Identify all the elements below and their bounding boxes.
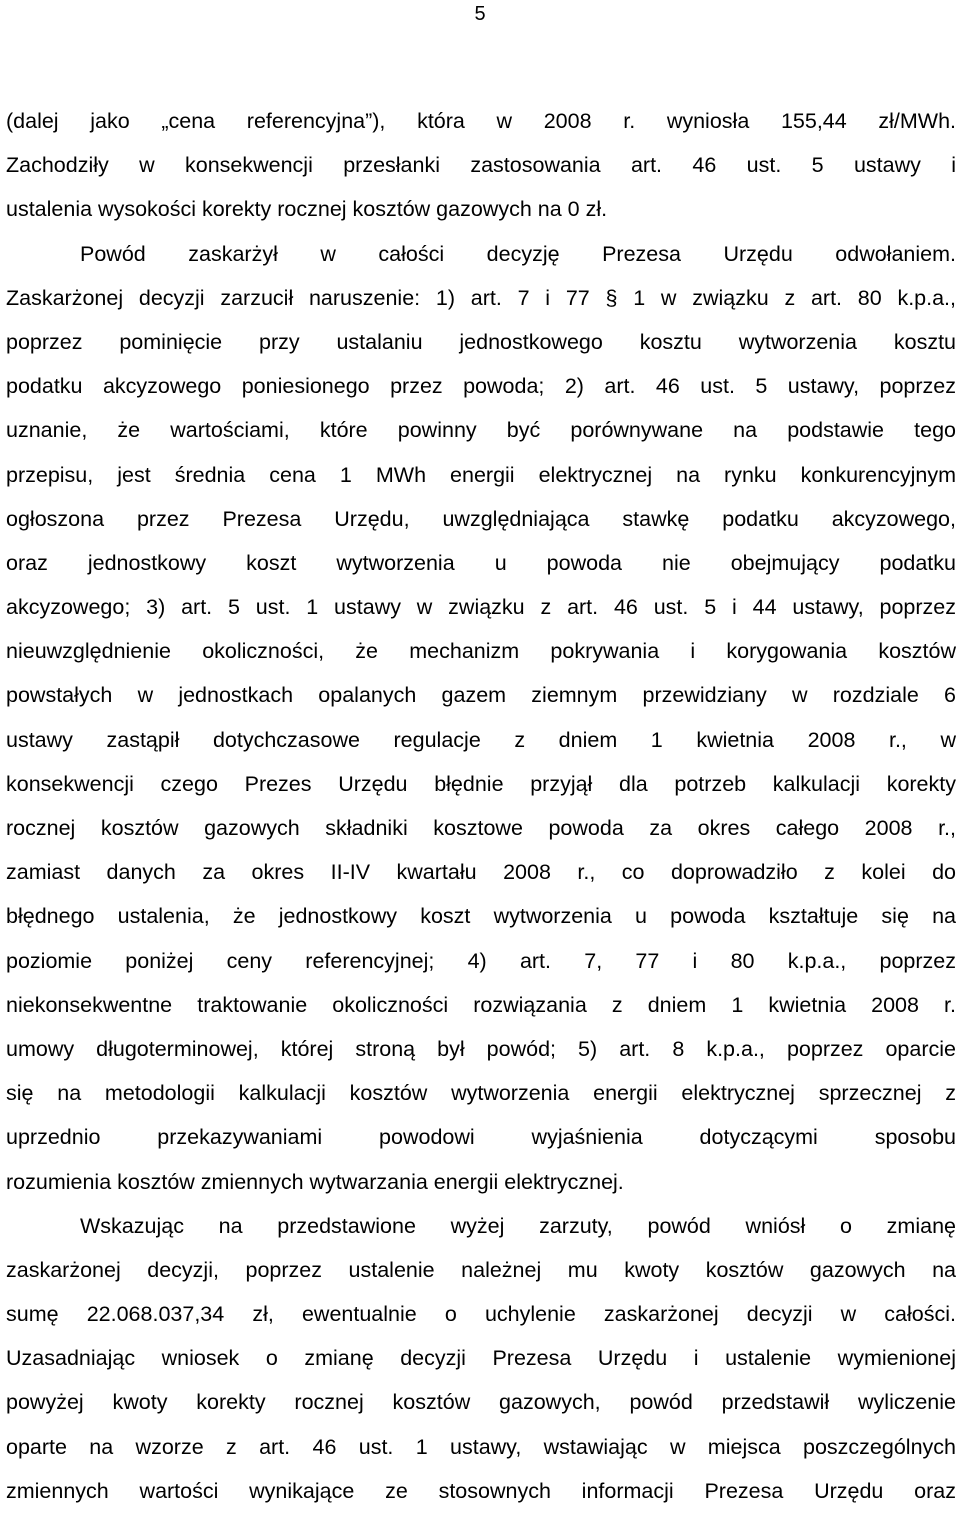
- text-line: zmiennych wartości wynikające ze stosownych informacji Prezesa Urzędu oraz: [6, 1478, 956, 1503]
- text-line: Wskazując na przedstawione wyżej zarzuty, powód wniósł o zmianę: [80, 1213, 956, 1238]
- text-line: rocznej kosztów gazowych składniki kosztowe powoda za okres całego 2008 r.,: [6, 816, 956, 840]
- text-line: nieuwzględnienie okoliczności, że mechanizm pokrywania i korygowania kosztów: [6, 639, 956, 664]
- text-line: umowy długoterminowej, której stroną był powód; 5) art. 8 k.p.a., poprzez oparcie: [6, 1036, 956, 1061]
- page-number: 5: [474, 3, 486, 25]
- document-body: [6, 99, 956, 1513]
- text-line: sumę 22.068.037,34 zł, ewentualnie o uchylenie zaskarżonej decyzji w całości.: [6, 1302, 956, 1327]
- text-line: powyżej kwoty korekty rocznej kosztów gazowych, powód przedstawił wyliczenie: [6, 1390, 956, 1415]
- text-line: oraz jednostkowy koszt wytworzenia u powoda nie obejmujący podatku: [6, 550, 956, 575]
- text-line: Powód zaskarżył w całości decyzję Prezesa Urzędu odwołaniem.: [80, 241, 956, 266]
- text-line: zamiast danych za okres II-IV kwartału 2008 r., co doprowadziło z kolei do: [6, 860, 956, 885]
- text-line: podatku akcyzowego poniesionego przez powoda; 2) art. 46 ust. 5 ustawy, poprzez: [6, 374, 956, 399]
- text-line: (dalej jako „cena referencyjna”), która w 2008 r. wyniosła 155,44 zł/MWh.: [6, 109, 956, 133]
- text-line: poprzez pominięcie przy ustalaniu jednostkowego kosztu wytworzenia kosztu: [6, 329, 956, 354]
- text-line: oparte na wzorze z art. 46 ust. 1 ustawy, wstawiając w miejsca poszczególnych: [6, 1434, 956, 1459]
- text-line: przepisu, jest średnia cena 1 MWh energii elektrycznej na rynku konkurencyjnym: [6, 462, 956, 487]
- text-line: uznanie, że wartościami, które powinny być porównywane na podstawie tego: [6, 418, 956, 443]
- text-line: ustawy zastąpił dotychczasowe regulacje z dniem 1 kwietnia 2008 r., w: [6, 727, 956, 752]
- text-line: ustalenia wysokości korekty rocznej kosztów gazowych na 0 zł.: [6, 197, 608, 222]
- text-line: poziomie poniżej ceny referencyjnej; 4) art. 7, 77 i 80 k.p.a., poprzez: [6, 948, 956, 973]
- text-line: Zaskarżonej decyzji zarzucił naruszenie: 1) art. 7 i 77 § 1 w związku z art. 80 k.p.a.,: [6, 285, 956, 310]
- text-line: ogłoszona przez Prezesa Urzędu, uwzględniająca stawkę podatku akcyzowego,: [6, 506, 956, 531]
- text-line: niekonsekwentne traktowanie okoliczności rozwiązania z dniem 1 kwietnia 2008 r.: [6, 992, 956, 1017]
- text-line: zaskarżonej decyzji, poprzez ustalenie należnej mu kwoty kosztów gazowych na: [6, 1257, 956, 1282]
- text-line: uprzednio przekazywaniami powodowi wyjaśnienia dotyczącymi sposobu: [6, 1125, 956, 1150]
- text-line: Zachodziły w konsekwencji przesłanki zastosowania art. 46 ust. 5 ustawy i: [6, 153, 956, 178]
- text-line: się na metodologii kalkulacji kosztów wytworzenia energii elektrycznej sprzecznej z: [6, 1081, 956, 1106]
- text-line: Uzasadniając wniosek o zmianę decyzji Prezesa Urzędu i ustalenie wymienionej: [6, 1346, 956, 1371]
- text-line: błędnego ustalenia, że jednostkowy koszt wytworzenia u powoda kształtuje się na: [6, 904, 956, 929]
- text-line: akcyzowego; 3) art. 5 ust. 1 ustawy w związku z art. 46 ust. 5 i 44 ustawy, poprzez: [6, 595, 956, 620]
- text-line: powstałych w jednostkach opalanych gazem ziemnym przewidziany w rozdziale 6: [6, 683, 956, 708]
- text-line: rozumienia kosztów zmiennych wytwarzania energii elektrycznej.: [6, 1169, 624, 1194]
- text-line: konsekwencji czego Prezes Urzędu błędnie przyjął dla potrzeb kalkulacji korekty: [6, 771, 956, 796]
